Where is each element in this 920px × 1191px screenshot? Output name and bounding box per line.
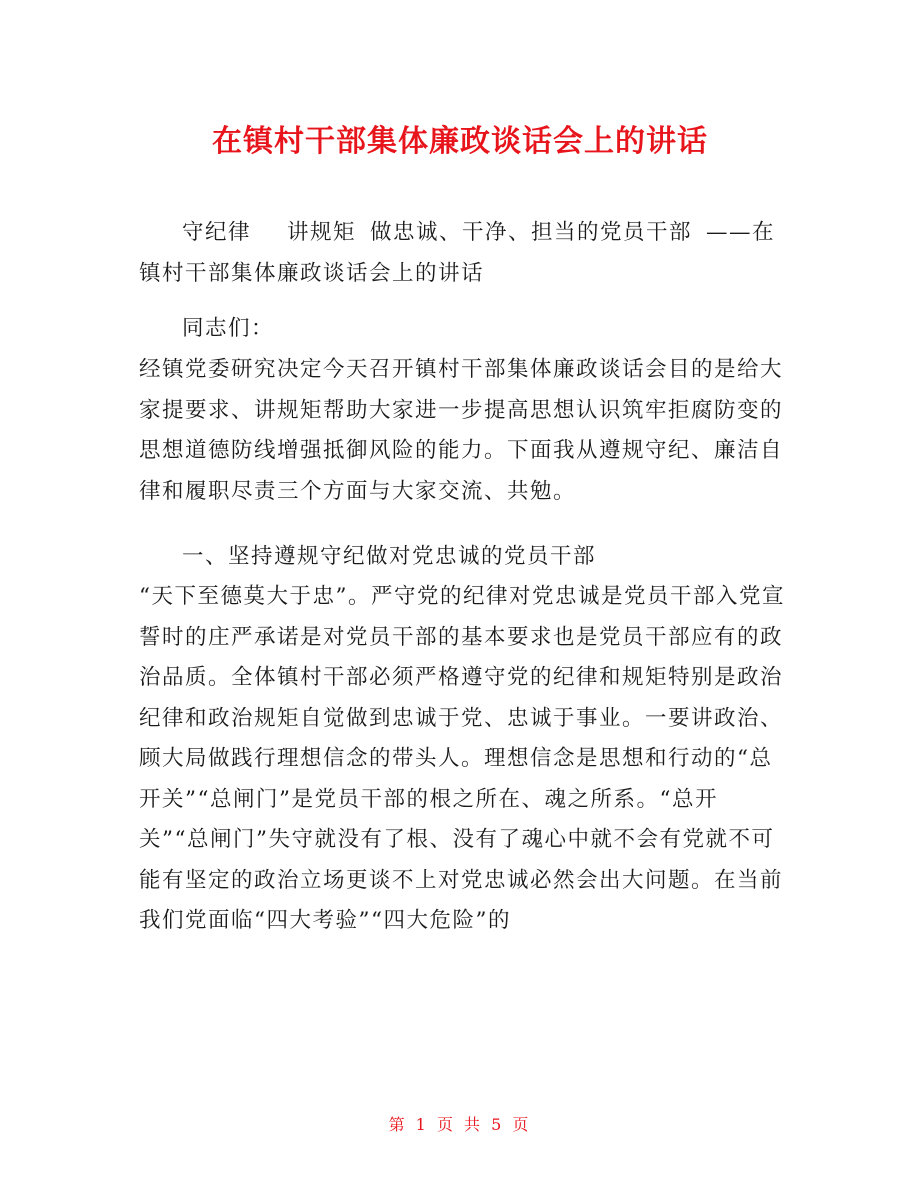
document-title: 在镇村干部集体廉政谈话会上的讲话 bbox=[212, 124, 708, 159]
paragraph-section-1: “天下至德莫大于忠”。严守党的纪律对党忠诚是党员干部入党宣誓时的庄严承诺是对党员干部的基本要求也是党员干部应有的政治品质。全体镇村干部必须严格遵守党的纪律和规矩特别是政治纪律和政治规矩自觉做到忠诚于党、忠诚于事业。一要讲政治、顾大局做践行理想信念的带头人。理想信念是思想和行动的“总开关”“总闸门”是党员干部的根之所在、魂之所系。“总开关”“总闸门”失守就没有了根、没有了魂心中就不会有党就不可能有坚定的政治立场更谈不上对党忠诚必然会出大问题。在当前我们党面临“四大考验”“四大危险”的 bbox=[139, 584, 785, 933]
subtitle-part-1: 守纪律 bbox=[182, 220, 252, 245]
paragraph-intro: 经镇党委研究决定今天召开镇村干部集体廉政谈话会目的是给大家提要求、讲规矩帮助大家进一步提高思想认识筑牢拒腐防变的思想道德防线增强抵御风险的能力。下面我从遵规守纪、廉洁自律和履职尽责三个方面与大家交流、共勉。 bbox=[139, 357, 784, 504]
subtitle-part-2: 讲规矩 bbox=[287, 220, 357, 245]
subtitle-part-3: 做忠诚、干净、担当的党员干部 bbox=[370, 220, 693, 245]
page-footer: 第 1 页 共 5 页 bbox=[388, 1115, 532, 1134]
greeting: 同志们： bbox=[182, 316, 275, 341]
subtitle-part-4: ——在镇村干部集体廉政谈话会上的讲话 bbox=[139, 220, 776, 286]
document-subtitle bbox=[139, 213, 787, 294]
section-heading-1: 一、坚持遵规守纪做对党忠诚的党员干部 bbox=[182, 544, 597, 569]
